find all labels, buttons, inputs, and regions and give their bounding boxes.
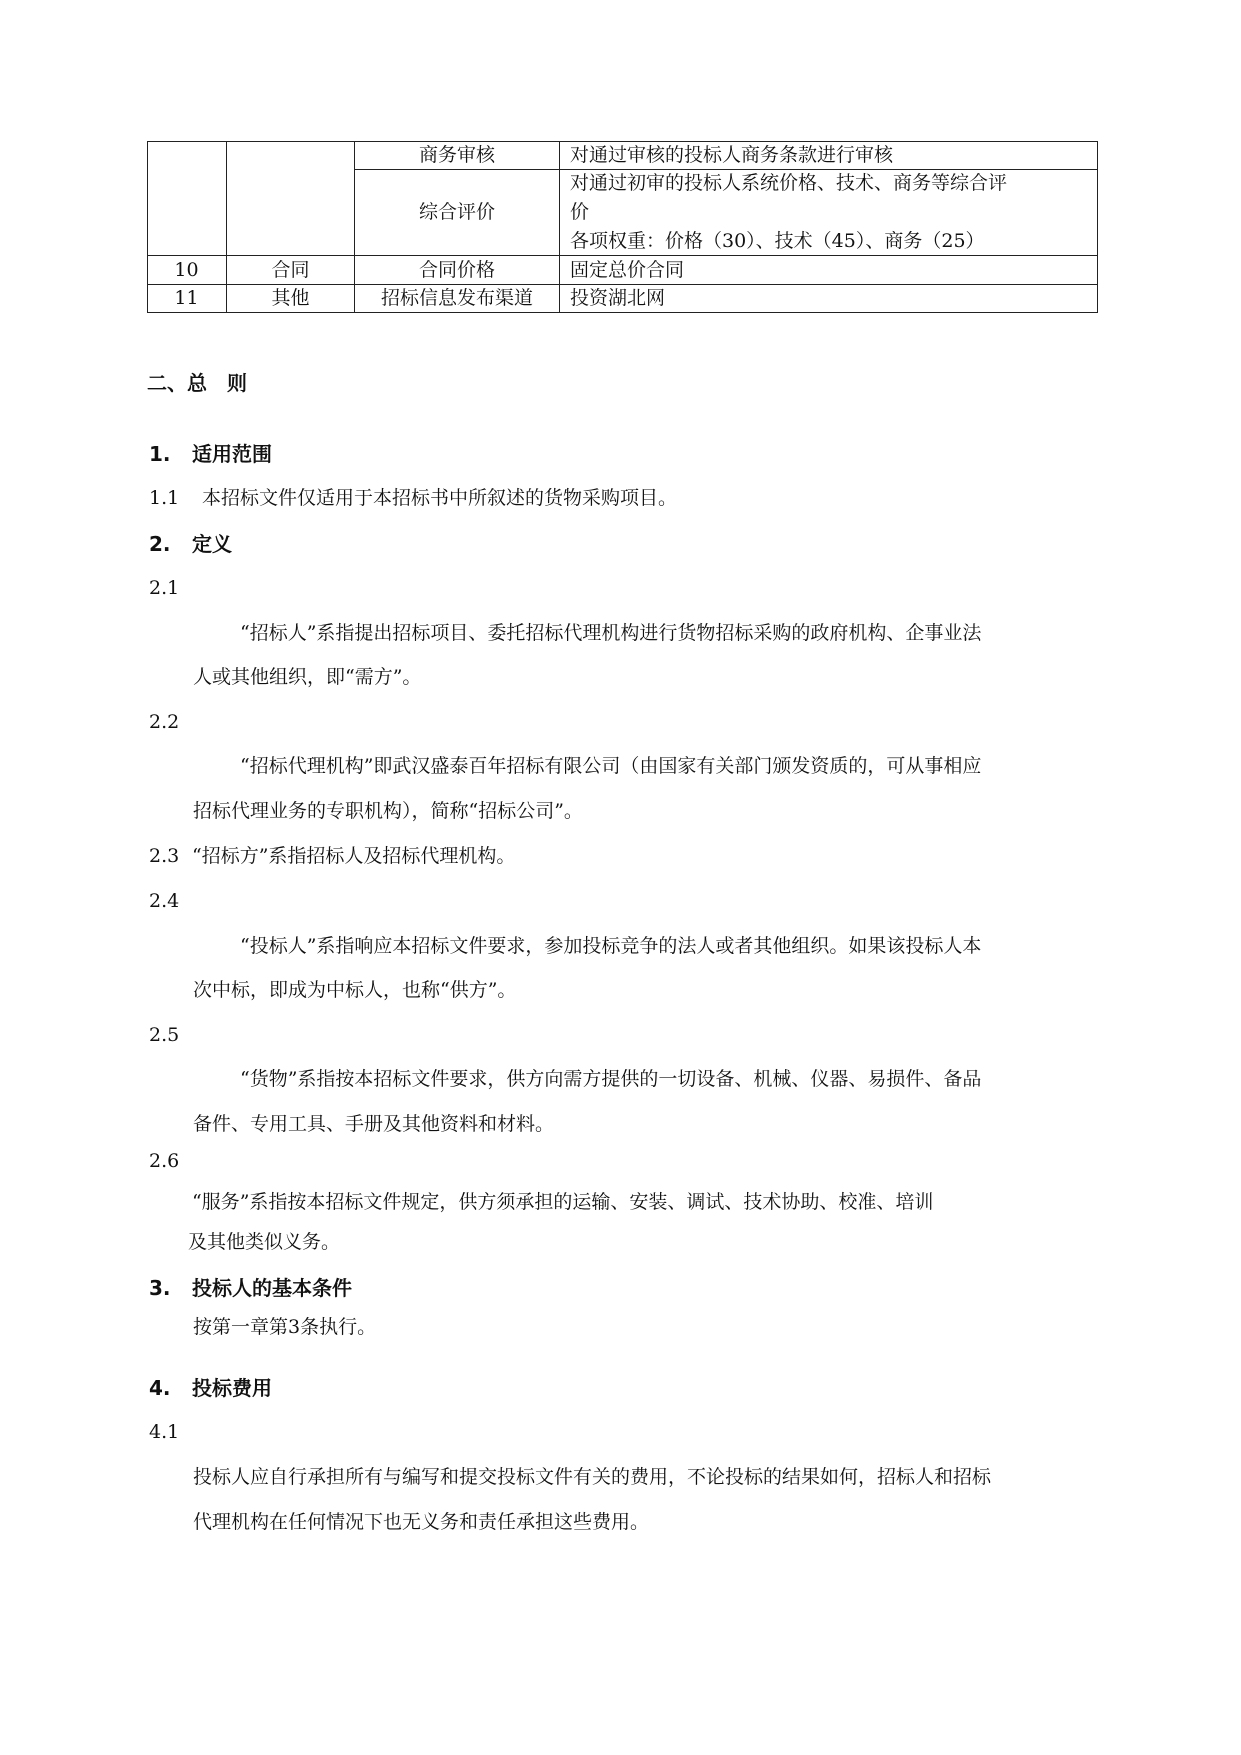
heading-title: 投标费用 xyxy=(192,1376,272,1400)
table-cell-category: 其他 xyxy=(271,287,310,309)
clause-number: 1.1 xyxy=(149,487,180,509)
section-title: 二、总 则 xyxy=(147,371,247,395)
table-col-divider xyxy=(226,141,227,313)
heading-title: 适用范围 xyxy=(192,442,272,466)
clause-number: 2.3 xyxy=(149,845,180,867)
table-cell-category: 合同 xyxy=(271,259,310,281)
clause-text: 投标人应自行承担所有与编写和提交投标文件有关的费用，不论投标的结果如何，招标人和招标 xyxy=(193,1466,992,1488)
clause-text: 人或其他组织，即“需方”。 xyxy=(193,666,422,688)
clause-number: 2.1 xyxy=(149,577,180,599)
clause-number: 2.2 xyxy=(149,711,180,733)
clause-text: 备件、专用工具、手册及其他资料和材料。 xyxy=(193,1113,555,1135)
clause-text: 本招标文件仅适用于本招标书中所叙述的货物采购项目。 xyxy=(202,487,678,509)
table-cell-content: 投资湖北网 xyxy=(570,287,666,309)
table-col-divider xyxy=(354,141,355,313)
clause-text: “服务”系指按本招标文件规定，供方须承担的运输、安装、调试、技术协助、校准、培训 xyxy=(192,1191,934,1213)
clause-text: 次中标，即成为中标人，也称“供方”。 xyxy=(193,979,517,1001)
criteria-table xyxy=(147,141,1098,313)
clause-number: 2.5 xyxy=(149,1024,180,1046)
table-cell-item: 合同价格 xyxy=(418,259,495,281)
table-cell-item: 商务审核 xyxy=(418,144,495,166)
table-cell-no: 10 xyxy=(174,259,199,281)
table-cell-no: 11 xyxy=(174,287,199,309)
table-cell-item: 综合评价 xyxy=(418,201,495,223)
table-cell-content: 价 xyxy=(570,201,590,223)
clause-text: 招标代理业务的专职机构），简称“招标公司”。 xyxy=(193,800,583,822)
table-border-right xyxy=(1097,141,1098,313)
heading-title: 定义 xyxy=(192,532,232,556)
table-cell-content: 固定总价合同 xyxy=(570,259,685,281)
table-border-bottom xyxy=(147,312,1098,313)
clause-text: “招标方”系指招标人及招标代理机构。 xyxy=(192,845,516,867)
heading-number: 3. xyxy=(149,1276,171,1300)
table-row-divider xyxy=(354,169,1098,170)
heading-number: 2. xyxy=(149,532,171,556)
table-border-left xyxy=(147,141,148,313)
table-cell-content: 各项权重：价格（30）、技术（45）、商务（25） xyxy=(570,230,985,252)
table-row-divider xyxy=(147,284,1098,285)
clause-text: “投标人”系指响应本招标文件要求，参加投标竞争的法人或者其他组织。如果该投标人本 xyxy=(240,935,982,957)
clause-text: 代理机构在任何情况下也无义务和责任承担这些费用。 xyxy=(193,1511,650,1533)
clause-number: 4.1 xyxy=(149,1421,180,1443)
table-row-divider xyxy=(147,255,1098,256)
table-cell-item: 招标信息发布渠道 xyxy=(380,287,533,309)
clause-number: 2.4 xyxy=(149,890,180,912)
table-col-divider xyxy=(559,141,560,313)
table-border-top xyxy=(147,141,1098,142)
clause-text: “货物”系指按本招标文件要求，供方向需方提供的一切设备、机械、仪器、易损件、备品 xyxy=(240,1068,982,1090)
heading-number: 4. xyxy=(149,1376,171,1400)
heading-title: 投标人的基本条件 xyxy=(192,1276,352,1300)
table-cell-content: 对通过审核的投标人商务条款进行审核 xyxy=(570,144,894,166)
clause-number: 2.6 xyxy=(149,1150,180,1172)
heading-number: 1. xyxy=(149,442,171,466)
table-cell-content: 对通过初审的投标人系统价格、技术、商务等综合评 xyxy=(570,172,1008,194)
clause-text: 及其他类似义务。 xyxy=(188,1231,341,1253)
clause-text: 按第一章第3条执行。 xyxy=(193,1316,377,1338)
clause-text: “招标人”系指提出招标项目、委托招标代理机构进行货物招标采购的政府机构、企事业法 xyxy=(240,622,982,644)
clause-text: “招标代理机构”即武汉盛泰百年招标有限公司（由国家有关部门颁发资质的，可从事相应 xyxy=(240,755,982,777)
